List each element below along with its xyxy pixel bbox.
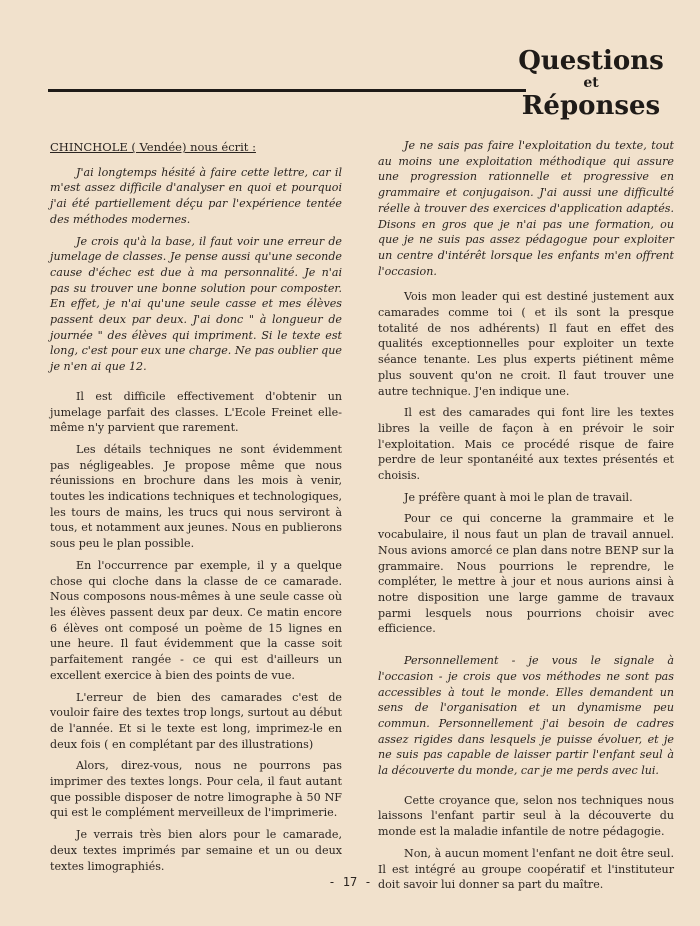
left-column <box>50 140 342 880</box>
letter-paragraph: J'ai longtemps hésité à faire cette lettre, car il m'est assez difficile d'analyser en quoi et pourquoi j'ai été partiellement déçu par l'expérience tentée des méthodes modernes. <box>50 165 342 226</box>
header-rule <box>48 89 526 92</box>
reply-paragraph: Les détails techniques ne sont évidemment pas négligeables. Je propose même que nous réunissions en brochure dans les mois à venir, toutes les indications techniques et technologiques, les tours de mains, les trucs qui nous serviront à tous, et notamment aux jeunes. Nous en publierons sous peu le plan possible. <box>50 442 342 551</box>
page-number: - 17 - <box>328 875 372 889</box>
letter-paragraph: Je ne sais pas faire l'exploitation du texte, tout au moins une exploitation méthodique qui assure une progression rationnelle et progressive en grammaire et conjugaison. J'ai aussi une difficulté réelle à trouver des exercices d'application adaptés. Disons en gros que je n'ai pas une formation, ou que je ne suis pas assez pédagogue pour exploiter un centre d'intérêt lorsque les enfants m'en offrent l'occasion. <box>378 139 674 278</box>
title-et: et <box>583 75 599 91</box>
reply-paragraph: L'erreur de bien des camarades c'est de vouloir faire des textes trop longs, surtout au début de l'année. Et si le texte est long, imprimez-le en deux fois ( en complétant par des illustrations) <box>50 690 342 751</box>
reply-paragraph: Je préfère quant à moi le plan de travail. <box>404 490 633 504</box>
reply-paragraph: Vois mon leader qui est destiné justement aux camarades comme toi ( et ils sont la presque totalité de nos adhérents) Il faut en effet des qualités exceptionnelles pour exploiter un texte séance tenante. Les plus experts piétinent même plus souvent qu'on ne croit. Il faut trouver une autre technique. J'en indique une. <box>378 290 674 398</box>
right-column <box>378 138 674 899</box>
correspondent-heading: CHINCHOLE ( Vendée) nous écrit : <box>50 140 256 154</box>
reply-paragraph: Pour ce qui concerne la grammaire et le vocabulaire, il nous faut un plan de travail annuel. Nous avions amorcé ce plan dans notre BENP sur la grammaire. Nous pourrions le reprendre, le compléter, le mettre à jour et nous aurions ainsi à notre disposition une large gamme de travaux parmi lesquels nous pourrions choisir avec efficience. <box>378 512 674 636</box>
reply-paragraph: Je verrais très bien alors pour le camarade, deux textes imprimés par semaine et un ou deux textes limographiés. <box>50 828 342 873</box>
title-questions: Questions <box>518 46 664 76</box>
reply-paragraph: En l'occurrence par exemple, il y a quelque chose qui cloche dans la classe de ce camarade. Nous composons nous-mêmes à une seule casse où les élèves passent deux par deux. Ce matin encore 6 élèves ont composé un poème de 15 lignes en une heure. Il faut évidemment que la casse soit parfaitement rangée - ce qui est d'ailleurs un excellent exercice à bien des points de vue. <box>50 558 342 682</box>
reply-paragraph: Il est des camarades qui font lire les textes libres la veille de façon à en prévoir le soir l'exploitation. Mais ce procédé risque de faire perdre de leur spontanéité aux textes présentés et choisis. <box>378 406 674 483</box>
title-reponses: Réponses <box>521 91 661 121</box>
reply-paragraph: Il est difficile effectivement d'obtenir un jumelage parfait des classes. L'Ecole Freinet elle-même n'y parvient que rarement. <box>50 389 342 435</box>
reply-paragraph: Cette croyance que, selon nos techniques nous laissons l'enfant partir seul à la découverte du monde est la maladie infantile de notre pédagogie. <box>378 793 674 839</box>
section-title <box>516 44 666 122</box>
reply-paragraph: Alors, direz-vous, nous ne pourrons pas imprimer des textes longs. Pour cela, il faut autant que possible disposer de notre limographe à 50 NF qui est le complément merveilleux de l'imprimerie. <box>50 759 342 820</box>
letter-paragraph: Personnellement - je vous le signale à l'occasion - je crois que vos méthodes ne sont pas accessibles à tout le monde. Elles demandent un sens de l'organisation et un dynamisme peu commun. Personnellement j'ai besoin de cadres assez rigides dans lesquels je puisse évoluer, et je ne suis pas capable de laisser partir l'enfant seul à la découverte du monde, car je me perds avec lui. <box>378 654 674 778</box>
reply-paragraph: Non, à aucun moment l'enfant ne doit être seul. Il est intégré au groupe coopératif et l'instituteur doit savoir lui donner sa part du maître. <box>378 846 674 892</box>
letter-paragraph: Je crois qu'à la base, il faut voir une erreur de jumelage de classes. Je pense aussi qu'une seconde cause d'échec est due à ma personnalité. Je n'ai pas su trouver une bonne solution pour composter. En effet, je n'ai qu'une seule casse et mes élèves passent deux par deux. J'ai donc " à longueur de journée " des élèves qui impriment. Si le texte est long, c'est pour eux une charge. Ne pas oublier que je n'en ai que 12. <box>50 234 342 374</box>
